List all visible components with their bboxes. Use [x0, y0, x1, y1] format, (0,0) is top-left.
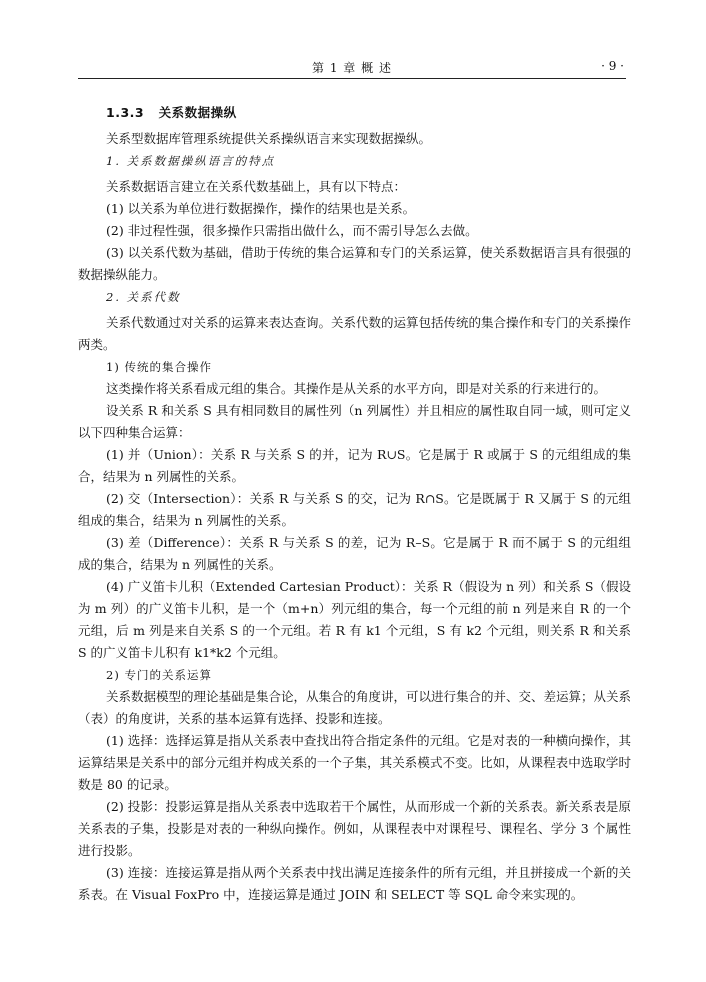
- paragraph-difference: (3) 差（Difference）：关系 R 与关系 S 的差，记为 R–S。它是属于 R 而不属于 S 的元组组成的集合，结果为 n 列属性的关系。: [78, 535, 631, 572]
- page-header: [78, 58, 626, 79]
- section-number: 1.3.3: [106, 105, 145, 120]
- paragraph-cartesian: (4) 广义笛卡儿积（Extended Cartesian Product）：关系 R（假设为 n 列）和关系 S（假设为 m 列）的广义笛卡儿积，是一个（m+n）列元组的集合，每一个元组的前 n 列是来自 R 的一个元组，后 m 列是来自关系 S 的一个元组。若 R 有 k1 个元组，S 有 k2 个元组，则关系 R 和关系 S 的广义笛卡儿积有 k1*k2 个元组。: [78, 579, 631, 660]
- feature-item-1: (1) 以关系为单位进行数据操作，操作的结果也是关系。: [106, 201, 416, 216]
- heading-algebra: 2. 关系代数: [106, 290, 181, 304]
- paragraph-intro: 关系型数据库管理系统提供关系操纵语言来实现数据操纵。: [106, 131, 432, 146]
- heading-features: 1. 关系数据操纵语言的特点: [106, 154, 276, 168]
- heading-special: 2) 专门的关系运算: [106, 668, 212, 682]
- page-content: [78, 102, 631, 906]
- paragraph-projection: (2) 投影：投影运算是指从关系表中选取若干个属性，从而形成一个新的关系表。新关系表是原关系表的子集，投影是对表的一种纵向操作。例如，从课程表中对课程号、课程名、学分 3 个属性进行投影。: [78, 799, 631, 858]
- paragraph-special-intro: 关系数据模型的理论基础是集合论，从集合的角度讲，可以进行集合的并、交、差运算；从关系（表）的角度讲，关系的基本运算有选择、投影和连接。: [78, 689, 632, 726]
- feature-item-2: (2) 非过程性强，很多操作只需指出做什么，而不需引导怎么去做。: [106, 223, 478, 238]
- paragraph-algebra-intro: 关系代数通过对关系的运算来表达查询。关系代数的运算包括传统的集合操作和专门的关系操作两类。: [78, 315, 632, 352]
- paragraph-trad-intro: 这类操作将关系看成元组的集合。其操作是从关系的水平方向，即是对关系的行来进行的。: [106, 381, 607, 396]
- paragraph-intersection: (2) 交（Intersection）：关系 R 与关系 S 的交，记为 R∩S。它是既属于 R 又属于 S 的元组组成的集合，结果为 n 列属性的关系。: [78, 491, 631, 528]
- section-title: 关系数据操纵: [158, 105, 237, 120]
- paragraph-union: (1) 并（Union）：关系 R 与关系 S 的并，记为 R∪S。它是属于 R 或属于 S 的元组组成的集合，结果为 n 列属性的关系。: [78, 447, 631, 484]
- section-heading: [106, 102, 631, 124]
- chapter-title: 第 1 章 概 述: [312, 61, 392, 75]
- page-number: · 9 ·: [601, 59, 624, 73]
- paragraph-trad-def: 设关系 R 和关系 S 具有相同数目的属性列（n 列属性）并且相应的属性取自同一域，则可定义以下四种集合运算：: [78, 403, 631, 440]
- heading-traditional: 1) 传统的集合操作: [106, 360, 212, 374]
- feature-item-3: (3) 以关系代数为基础，借助于传统的集合运算和专门的关系运算，使关系数据语言具有很强的数据操纵能力。: [78, 245, 631, 282]
- paragraph-join: (3) 连接：连接运算是指从两个关系表中找出满足连接条件的所有元组，并且拼接成一个新的关系表。在 Visual FoxPro 中，连接运算是通过 JOIN 和 SELECT 等 SQL 命令来实现的。: [78, 865, 631, 902]
- paragraph-selection: (1) 选择：选择运算是指从关系表中查找出符合指定条件的元组。它是对表的一种横向操作，其运算结果是关系中的部分元组并构成关系的一个子集，其关系模式不变。比如，从课程表中选取学时数是 80 的记录。: [78, 733, 631, 792]
- paragraph-features-intro: 关系数据语言建立在关系代数基础上，具有以下特点：: [106, 179, 407, 194]
